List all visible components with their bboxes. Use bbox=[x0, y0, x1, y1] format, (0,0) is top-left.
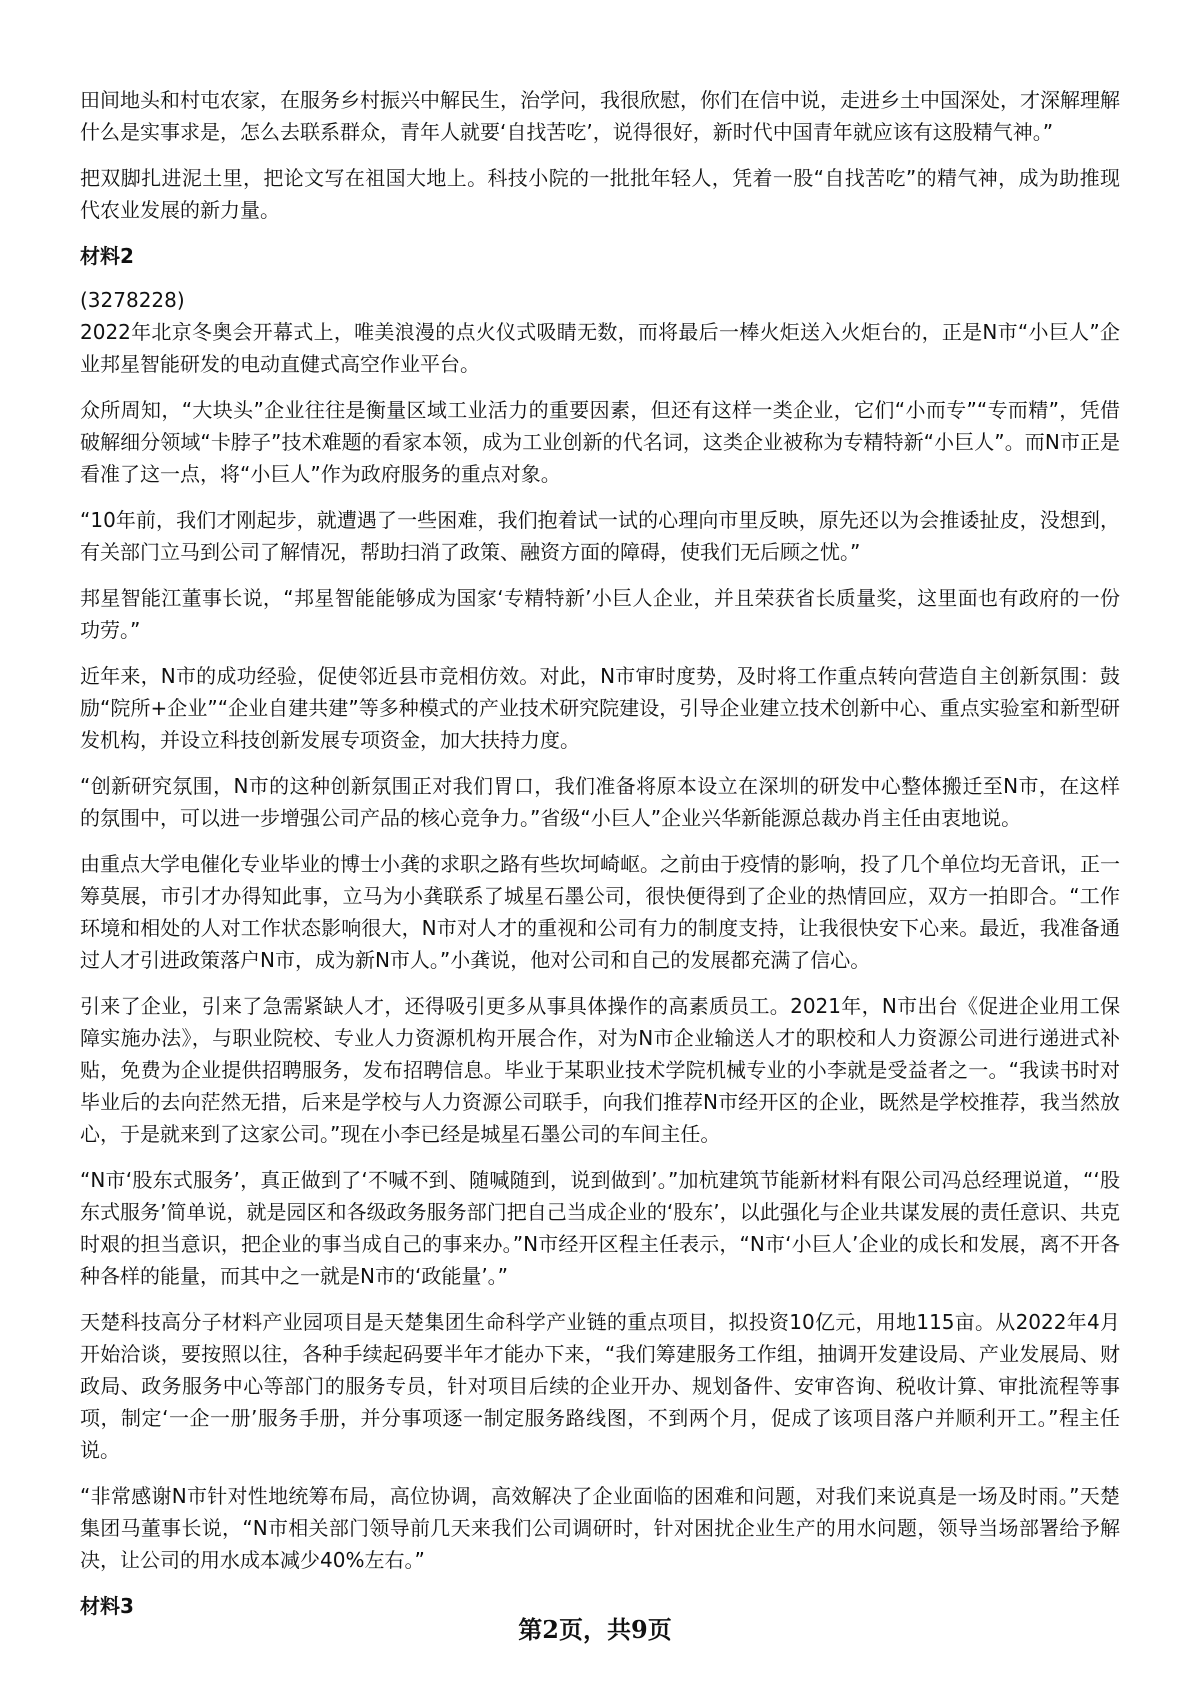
paragraph: 近年来，N市的成功经验，促使邻近县市竞相仿效。对此，N市审时度势，及时将工作重点转向营造自主创新氛围：鼓励“院所+企业”“企业自建共建”等多种模式的产业技术研究院建设，引导企业建立技术创新中心、重点实验室和新型研发机构，并设立科技创新发展专项资金，加大扶持力度。 bbox=[80, 664, 1120, 752]
paragraph: “非常感谢N市针对性地统筹布局，高位协调，高效解决了企业面临的困难和问题，对我们来说真是一场及时雨。”天楚集团马董事长说，“N市相关部门领导前几天来我们公司调研时，针对困扰企业生产的用水问题，领导当场部署给予解决，让公司的用水成本减少40%左右。” bbox=[80, 1484, 1120, 1572]
paragraph: 2022年北京冬奥会开幕式上，唯美浪漫的点火仪式吸睛无数，而将最后一棒火炬送入火炬台的，正是N市“小巨人”企业邦星智能研发的电动直健式高空作业平台。 bbox=[80, 320, 1120, 376]
page-number-footer: 第2页，共9页 bbox=[518, 1615, 672, 1644]
section-heading-material-2: 材料2 bbox=[80, 244, 134, 268]
paragraph: 把双脚扎进泥土里，把论文写在祖国大地上。科技小院的一批批年轻人，凭着一股“自找苦吃”的精气神，成为助推现代农业发展的新力量。 bbox=[80, 166, 1120, 222]
paragraph: 天楚科技高分子材料产业园项目是天楚集团生命科学产业链的重点项目，拟投资10亿元，用地115亩。从2022年4月开始洽谈，要按照以往，各种手续起码要半年才能办下来，“我们筹建服务工作组，抽调开发建设局、产业发展局、财政局、政务服务中心等部门的服务专员，针对项目后续的企业开办、规划备件、安审咨询、税收计算、审批流程等事项，制定‘一企一册’服务手册，并分事项逐一制定服务路线图，不到两个月，促成了该项目落户并顺利开工。”程主任说。 bbox=[80, 1310, 1120, 1462]
paragraph: “N市‘股东式服务’，真正做到了‘不喊不到、随喊随到，说到做到’。”加杭建筑节能新材料有限公司冯总经理说道，“‘股东式服务’简单说，就是园区和各级政务服务部门把自己当成企业的‘股东’，以此强化与企业共谋发展的责任意识、共克时艰的担当意识，把企业的事当成自己的事来办。”N市经开区程主任表示，“N市‘小巨人’企业的成长和发展，离不开各种各样的能量，而其中之一就是N市的‘政能量’。” bbox=[80, 1168, 1120, 1288]
paragraph: 引来了企业，引来了急需紧缺人才，还得吸引更多从事具体操作的高素质员工。2021年，N市出台《促进企业用工保障实施办法》，与职业院校、专业人力资源机构开展合作，对为N市企业输送人才的职校和人力资源公司进行递进式补贴，免费为企业提供招聘服务，发布招聘信息。毕业于某职业技术学院机械专业的小李就是受益者之一。“我读书时对毕业后的去向茫然无措，后来是学校与人力资源公司联手，向我们推荐N市经开区的企业，既然是学校推荐，我当然放心，于是就来到了这家公司。”现在小李已经是城星石墨公司的车间主任。 bbox=[80, 994, 1120, 1146]
section-heading-material-3: 材料3 bbox=[80, 1594, 134, 1618]
question-code: (3278228) bbox=[80, 288, 185, 312]
paragraph: “创新研究氛围，N市的这种创新氛围正对我们胃口，我们准备将原本设立在深圳的研发中心整体搬迁至N市，在这样的氛围中，可以进一步增强公司产品的核心竞争力。”省级“小巨人”企业兴华新能源总裁办肖主任由衷地说。 bbox=[80, 774, 1120, 830]
paragraph: “10年前，我们才刚起步，就遭遇了一些困难，我们抱着试一试的心理向市里反映，原先还以为会推诿扯皮，没想到，有关部门立马到公司了解情况，帮助扫消了政策、融资方面的障碍，使我们无后顾之忧。” bbox=[80, 508, 1120, 564]
paragraph: 田间地头和村屯农家，在服务乡村振兴中解民生，治学问，我很欣慰，你们在信中说，走进乡土中国深处，才深解理解什么是实事求是，怎么去联系群众，青年人就要‘自找苦吃’，说得很好，新时代中国青年就应该有这股精气神。” bbox=[80, 88, 1120, 144]
paragraph: 邦星智能江董事长说，“邦星智能能够成为国家‘专精特新’小巨人企业，并且荣获省长质量奖，这里面也有政府的一份功劳。” bbox=[80, 586, 1120, 642]
paragraph: 众所周知，“大块头”企业往往是衡量区域工业活力的重要因素，但还有这样一类企业，它们“小而专”“专而精”，凭借破解细分领域“卡脖子”技术难题的看家本领，成为工业创新的代名词，这类企业被称为专精特新“小巨人”。而N市正是看准了这一点，将“小巨人”作为政府服务的重点对象。 bbox=[80, 398, 1120, 486]
paragraph: 由重点大学电催化专业毕业的博士小龚的求职之路有些坎坷崎岖。之前由于疫情的影响，投了几个单位均无音讯，正一筹莫展，市引才办得知此事，立马为小龚联系了城星石墨公司，很快便得到了企业的热情回应，双方一拍即合。“工作环境和相处的人对工作状态影响很大，N市对人才的重视和公司有力的制度支持，让我很快安下心来。最近，我准备通过人才引进政策落户N市，成为新N市人。”小龚说，他对公司和自己的发展都充满了信心。 bbox=[80, 852, 1120, 972]
document-body bbox=[80, 84, 1120, 1634]
